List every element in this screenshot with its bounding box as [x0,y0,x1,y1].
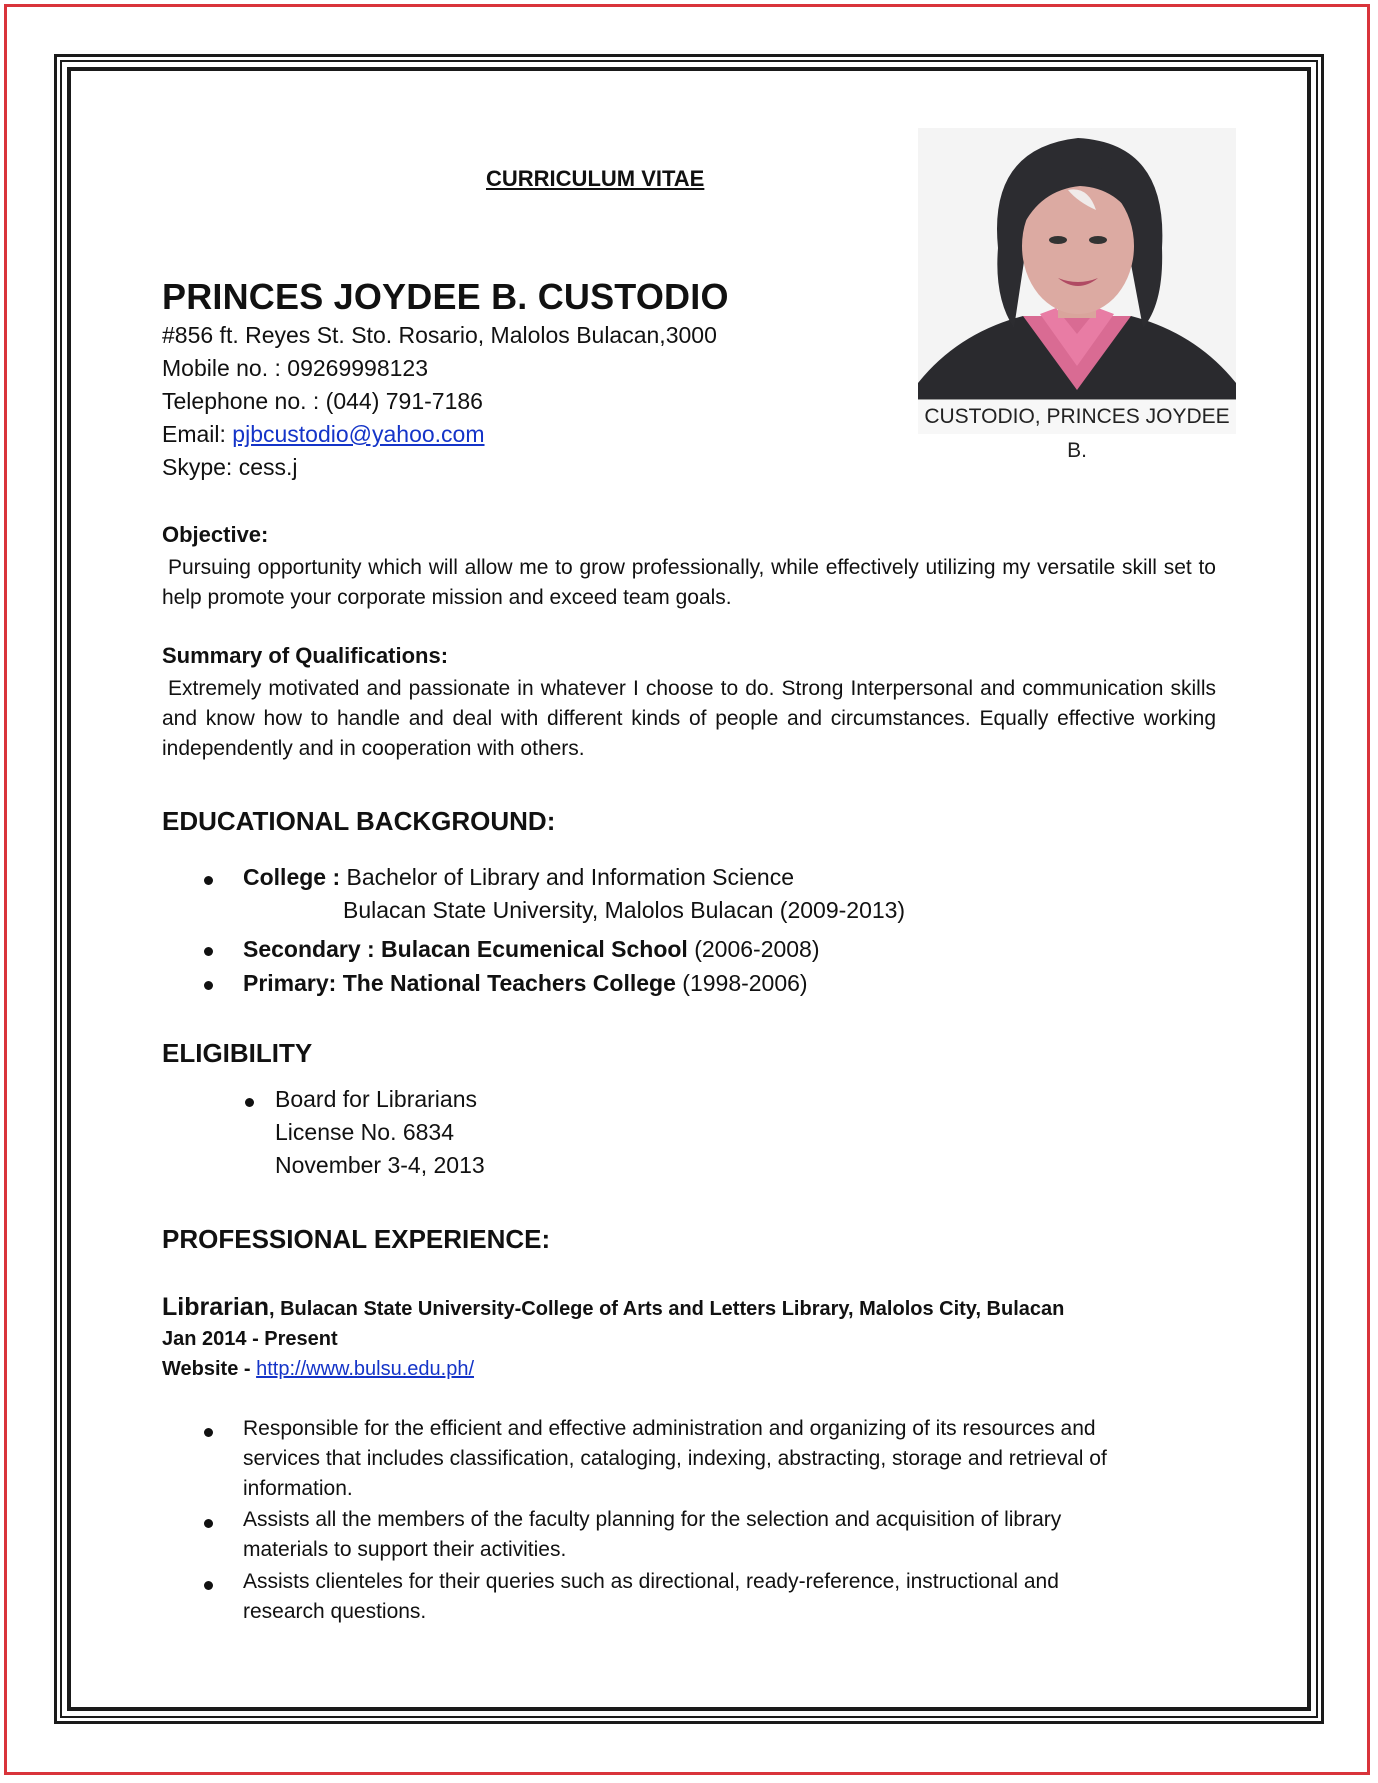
duty-item: Assists clienteles for their queries such as directional, ready-reference, instructional and research questions. [243,1570,1059,1623]
applicant-name: PRINCES JOYDEE B. CUSTODIO [162,276,729,317]
duty-item: Responsible for the efficient and effective administration and organizing of its resources and services that includes classification, cataloging, indexing, abstracting, storage and retrieval of information. [243,1417,1107,1500]
bullet-icon [204,947,213,956]
cv-title: CURRICULUM VITAE [486,166,705,191]
email-link[interactable]: pjbcustodio@yahoo.com [232,421,485,447]
eligibility-license: License No. 6834 [275,1119,455,1145]
objective-heading: Objective: [162,522,269,547]
summary-text: Extremely motivated and passionate in whatever I choose to do. Strong Interpersonal and communication skills and know how to handle and deal with different kinds of people and circumstances. Equally effective working independently and in cooperation with others. [162,677,1216,760]
education-heading: EDUCATIONAL BACKGROUND: [162,806,556,836]
website-label: Website - [162,1358,257,1380]
secondary-years: (2006-2008) [694,936,820,962]
bullet-icon [204,1519,213,1528]
bullet-icon [204,876,213,885]
primary-label: Primary: The National Teachers College [243,970,676,996]
profile-photo [918,128,1236,462]
telephone-number: Telephone no. : (044) 791-7186 [162,388,483,414]
photo-caption: CUSTODIO, PRINCES JOYDEE B. [918,399,1236,434]
address: #856 ft. Reyes St. Sto. Rosario, Malolos Bulacan,3000 [162,322,717,348]
primary-entry [243,970,808,997]
college-entry [243,864,794,891]
website-line [162,1358,474,1381]
job-position: Librarian [162,1293,269,1321]
bullet-icon [204,1428,213,1437]
skype-id: Skype: cess.j [162,454,298,480]
eligibility-date: November 3-4, 2013 [275,1152,485,1178]
job-title-line [162,1293,1064,1322]
portrait-illustration [918,128,1236,434]
primary-years: (1998-2006) [682,970,808,996]
objective-text: Pursuing opportunity which will allow me to grow professionally, while effectively utilizing my versatile skill set to help promote your corporate mission and exceed team goals. [162,556,1216,609]
bullet-icon [204,981,213,990]
website-link[interactable]: http://www.bulsu.edu.ph/ [256,1358,475,1380]
college-school: Bulacan State University, Malolos Bulacan (2009-2013) [343,897,906,923]
college-label: College : [243,864,341,890]
bullet-icon [204,1581,213,1590]
college-degree: Bachelor of Library and Information Science [346,864,794,890]
experience-heading: PROFESSIONAL EXPERIENCE: [162,1224,551,1254]
job-period: Jan 2014 - Present [162,1328,338,1350]
secondary-label: Secondary : Bulacan Ecumenical School [243,936,688,962]
duty-item: Assists all the members of the faculty planning for the selection and acquisition of library materials to support their activities. [243,1508,1062,1561]
bullet-icon [245,1098,254,1107]
eligibility-exam: Board for Librarians [275,1086,477,1112]
eligibility-heading: ELIGIBILITY [162,1038,313,1068]
secondary-entry [243,936,820,963]
job-employer: , Bulacan State University-College of Arts and Letters Library, Malolos City, Bulacan [268,1298,1065,1320]
mobile-number: Mobile no. : 09269998123 [162,355,428,381]
email-line [162,421,485,448]
summary-heading: Summary of Qualifications: [162,643,449,668]
email-label: Email: [162,421,233,447]
